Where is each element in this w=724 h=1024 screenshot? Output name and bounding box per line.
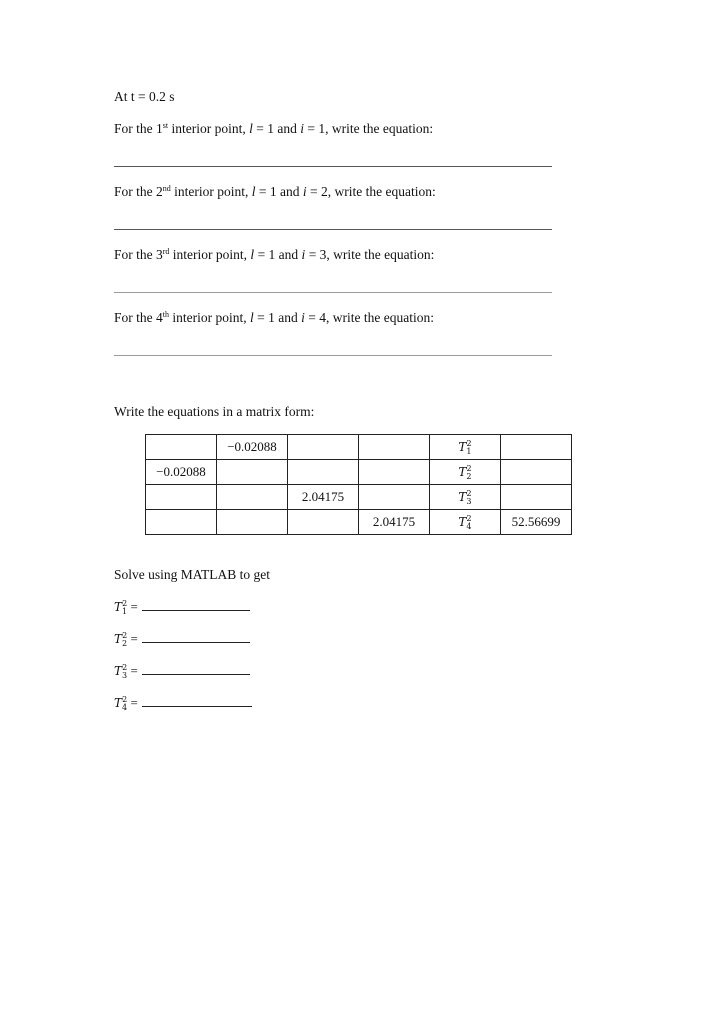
answer-t3 (114, 662, 250, 680)
matrix-cell[interactable] (359, 435, 430, 460)
prompt-text: interior point, (169, 247, 251, 262)
ordinal-suffix: st (162, 121, 169, 130)
matrix-cell[interactable] (217, 460, 288, 485)
matrix-cell[interactable] (146, 485, 217, 510)
answer-blank[interactable] (142, 662, 250, 675)
l-variable: l (249, 121, 253, 136)
answer-line-4[interactable] (114, 355, 552, 356)
matrix-cell: 2.04175 (288, 485, 359, 510)
matrix-cell: −0.02088 (217, 435, 288, 460)
prompt-prefix: For the 1 (114, 121, 163, 136)
answer-blank[interactable] (142, 598, 250, 611)
equals-sign: = (127, 695, 138, 710)
time-header: At t = 0.2 s (114, 89, 175, 104)
matrix-variable-cell (430, 460, 501, 485)
temperature-variable: $T_4^2$ (458, 513, 472, 531)
prompt-point-2 (114, 184, 436, 200)
coefficient-matrix-table (145, 434, 572, 535)
i-value: = 3, write the equation: (305, 247, 435, 262)
matrix-cell[interactable] (359, 460, 430, 485)
temperature-variable: $T_1^2$ (114, 599, 128, 616)
matrix-cell[interactable] (288, 435, 359, 460)
matrix-cell[interactable] (146, 510, 217, 535)
i-variable: i (302, 184, 307, 199)
matrix-cell[interactable] (501, 460, 572, 485)
l-value: = 1 and (254, 247, 302, 262)
ordinal-suffix: th (162, 310, 169, 319)
prompt-prefix: For the 4 (114, 310, 163, 325)
temperature-variable: $T_3^2$ (114, 663, 128, 680)
l-value: = 1 and (253, 310, 302, 325)
prompt-text: interior point, (168, 310, 250, 325)
answer-blank[interactable] (142, 630, 250, 643)
i-variable: i (301, 310, 305, 325)
matrix-variable-cell (430, 485, 501, 510)
answer-line-2[interactable] (114, 229, 552, 230)
answer-line-3[interactable] (114, 292, 552, 293)
prompt-point-3 (114, 247, 434, 263)
equals-sign: = (127, 663, 138, 678)
matrix-cell[interactable] (501, 485, 572, 510)
matrix-cell[interactable] (288, 460, 359, 485)
temperature-variable: $T_4^2$ (114, 695, 128, 712)
i-variable: i (301, 247, 306, 262)
temperature-variable: $T_3^2$ (458, 488, 472, 506)
ordinal-suffix: rd (162, 247, 170, 256)
prompt-text: interior point, (168, 121, 250, 136)
matrix-variable-cell (430, 510, 501, 535)
matrix-prompt: Write the equations in a matrix form: (114, 404, 315, 419)
i-variable: i (300, 121, 304, 136)
temperature-variable: $T_1^2$ (458, 438, 472, 456)
temperature-variable: $T_2^2$ (458, 463, 472, 481)
matrix-cell: 52.56699 (501, 510, 572, 535)
matrix-cell[interactable] (288, 510, 359, 535)
matrix-cell[interactable] (217, 510, 288, 535)
matrix-cell: 2.04175 (359, 510, 430, 535)
i-value: = 1, write the equation: (303, 121, 434, 136)
l-variable: l (251, 184, 256, 199)
matrix-row (146, 460, 572, 485)
equals-sign: = (127, 599, 138, 614)
l-value: = 1 and (252, 121, 301, 136)
answer-line-1[interactable] (114, 166, 552, 167)
answer-blank[interactable] (142, 694, 252, 707)
prompt-point-4 (114, 310, 434, 326)
matrix-cell[interactable] (217, 485, 288, 510)
matrix-variable-cell (430, 435, 501, 460)
i-value: = 4, write the equation: (304, 310, 434, 325)
matrix-row (146, 435, 572, 460)
answer-t1 (114, 598, 250, 616)
equals-sign: = (127, 631, 138, 646)
matrix-cell[interactable] (359, 485, 430, 510)
answer-t2 (114, 630, 250, 648)
prompt-prefix: For the 3 (114, 247, 163, 262)
prompt-text: interior point, (170, 184, 252, 199)
prompt-prefix: For the 2 (114, 184, 163, 199)
matrix-cell[interactable] (501, 435, 572, 460)
prompt-point-1 (114, 121, 433, 137)
ordinal-suffix: nd (162, 184, 171, 193)
matrix-cell: −0.02088 (146, 460, 217, 485)
l-value: = 1 and (255, 184, 303, 199)
temperature-variable: $T_2^2$ (114, 631, 128, 648)
matrix-cell[interactable] (146, 435, 217, 460)
matrix-row (146, 485, 572, 510)
solve-prompt: Solve using MATLAB to get (114, 567, 271, 582)
answer-t4 (114, 694, 252, 712)
l-variable: l (249, 310, 254, 325)
i-value: = 2, write the equation: (306, 184, 436, 199)
matrix-row (146, 510, 572, 535)
l-variable: l (250, 247, 255, 262)
